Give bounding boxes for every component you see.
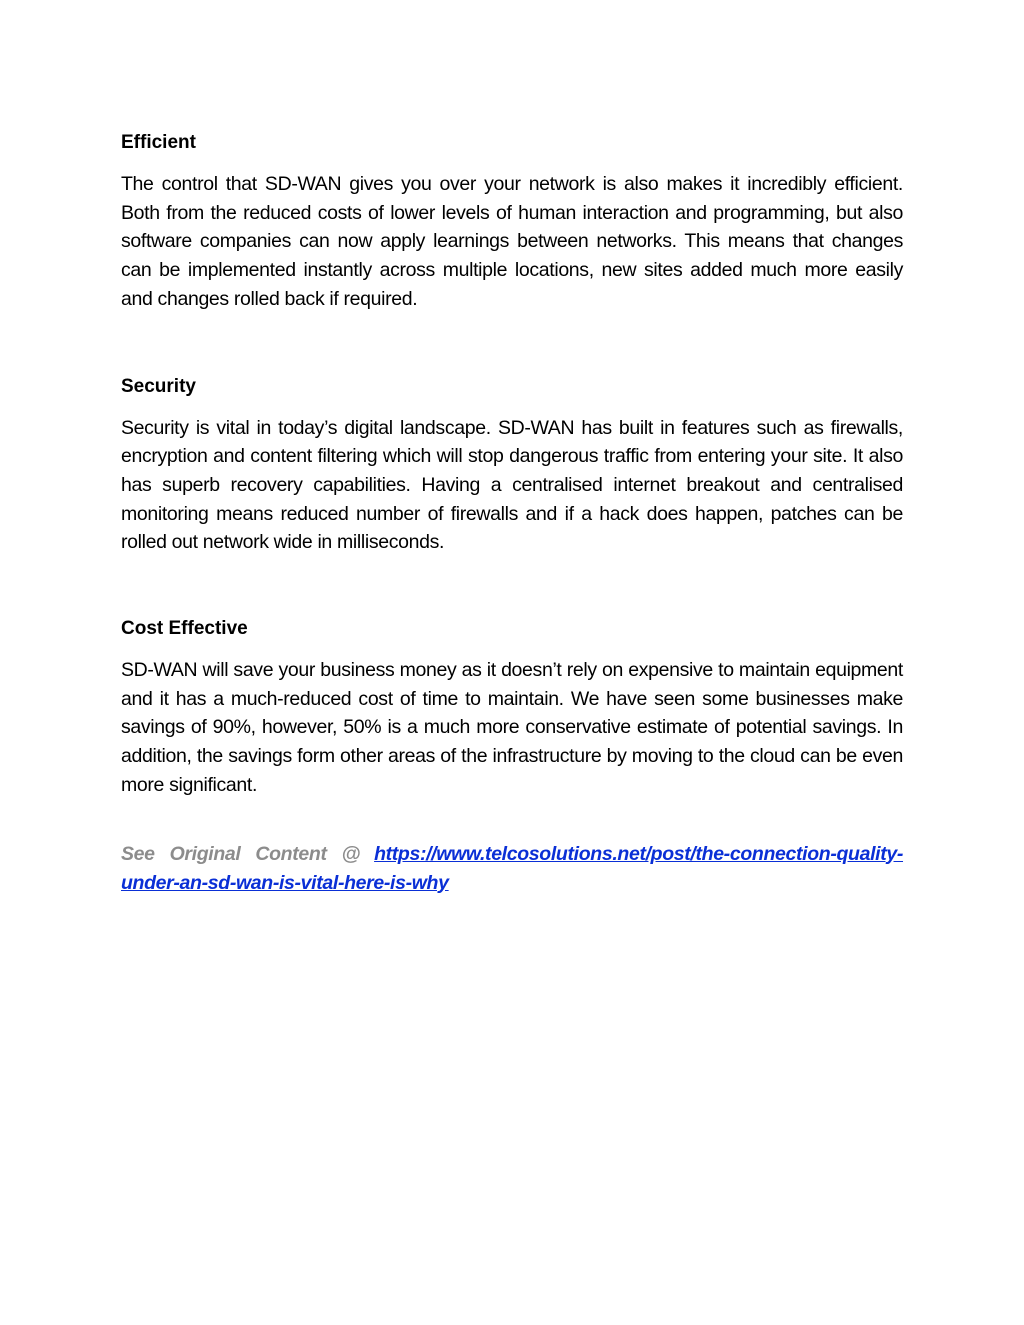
section-heading-security: Security bbox=[121, 375, 196, 397]
section-efficient bbox=[121, 129, 903, 314]
section-heading-efficient: Efficient bbox=[121, 132, 196, 153]
section-body-efficient: The control that SD-WAN gives you over your network is also makes it incredibly efficient. Both from the reduced costs of lower levels of human interaction and programming, but also software companies can now apply learnings between networks. This means that changes can be implemented instantly across multiple locations, new sites added much more easily and changes rolled back if required. bbox=[121, 173, 903, 310]
section-body-security: Security is vital in today’s digital landscape. SD-WAN has built in features such as firewalls, encryption and content filtering which will stop dangerous traffic from entering your site. It also has superb recovery capabilities. Having a centralised internet breakout and centralised monitoring means reduced number of firewalls and if a hack does happen, patches can be rolled out network wide in milliseconds. bbox=[121, 416, 903, 554]
source-link[interactable]: https://www.telcosolutions.net/post/the-connection-quality-under-an-sd-wan-is-vital-here-is-why bbox=[121, 842, 904, 894]
section-body-cost-effective: SD-WAN will save your business money as it doesn’t rely on expensive to maintain equipment and it has a much-reduced cost of time to maintain. We have seen some businesses make savings of 90%, however, 50% is a much more conservative estimate of potential savings. In addition, the savings form other areas of the infrastructure by moving to the cloud can be even more significant. bbox=[121, 659, 903, 796]
source-label: See Original Content @ bbox=[121, 842, 361, 865]
source-attribution bbox=[121, 840, 903, 898]
document-page bbox=[121, 129, 903, 898]
section-cost-effective bbox=[121, 615, 903, 800]
section-heading-cost-effective: Cost Effective bbox=[121, 618, 248, 640]
section-security bbox=[121, 373, 903, 558]
